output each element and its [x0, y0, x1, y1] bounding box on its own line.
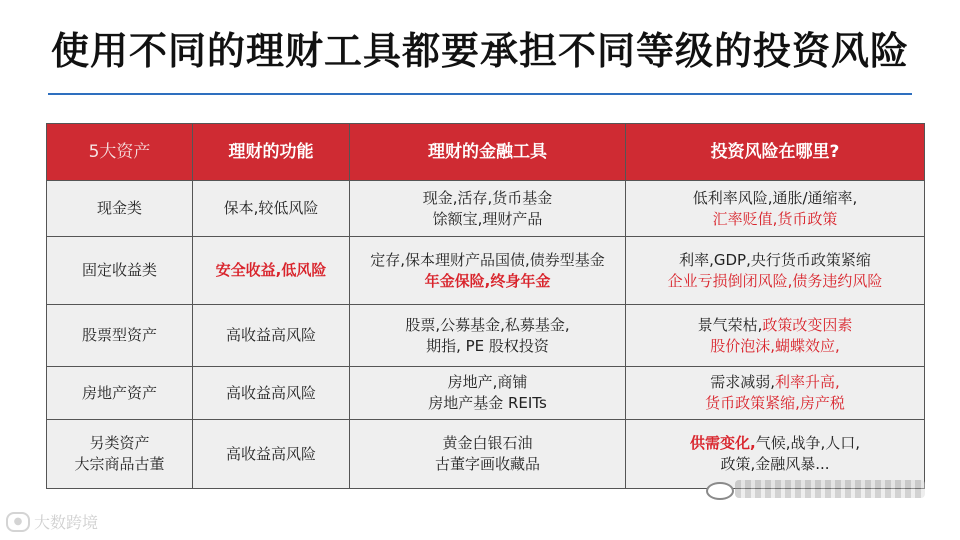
- page-title: 使用不同的理财工具都要承担不同等级的投资风险: [50, 29, 909, 73]
- table-header-row: [47, 124, 925, 181]
- table-row: [47, 420, 925, 489]
- watermark-text: 大数跨境: [34, 513, 99, 532]
- function-cell: 高收益高风险: [193, 367, 350, 420]
- function-cell: 高收益高风险: [193, 305, 350, 367]
- asset-cell: 房地产资产: [47, 367, 193, 420]
- header-asset: 5大资产: [47, 124, 193, 181]
- title-divider: [48, 93, 912, 95]
- risk-cell: 利率,GDP,央行货币政策紧缩 企业亏损倒闭风险,债务违约风险: [626, 237, 925, 305]
- tools-cell: 黄金白银石油 古董字画收藏品: [350, 420, 626, 489]
- asset-cell: 固定收益类: [47, 237, 193, 305]
- tools-cell: 现金,活存,货币基金 馀额宝,理财产品: [350, 181, 626, 237]
- function-cell: 保本,较低风险: [193, 181, 350, 237]
- obscured-watermark: [735, 480, 925, 498]
- table-row: [47, 181, 925, 237]
- header-function: 理财的功能: [193, 124, 350, 181]
- tools-cell: 股票,公募基金,私募基金, 期指, PE 股权投资: [350, 305, 626, 367]
- wechat-icon: [706, 482, 734, 500]
- tools-cell: 定存,保本理财产品国债,债券型基金 年金保险,终身年金: [350, 237, 626, 305]
- risk-cell: 低利率风险,通胀/通缩率, 汇率贬值,货币政策: [626, 181, 925, 237]
- table-row: [47, 237, 925, 305]
- risk-cell: 供需变化,气候,战争,人口, 政策,金融风暴...: [626, 420, 925, 489]
- risk-cell: 景气荣枯,政策改变因素 股价泡沫,蝴蝶效应,: [626, 305, 925, 367]
- asset-cell: 股票型资产: [47, 305, 193, 367]
- asset-risk-table: [46, 123, 925, 489]
- tools-cell: 房地产,商铺 房地产基金 REITs: [350, 367, 626, 420]
- risk-cell: 需求减弱,利率升高, 货币政策紧缩,房产税: [626, 367, 925, 420]
- asset-cell: 另类资产 大宗商品古董: [47, 420, 193, 489]
- header-risk: 投资风险在哪里?: [626, 124, 925, 181]
- logo-icon: ●: [6, 512, 30, 532]
- function-cell: 安全收益,低风险: [193, 237, 350, 305]
- table-row: [47, 305, 925, 367]
- header-tools: 理财的金融工具: [350, 124, 626, 181]
- table-row: [47, 367, 925, 420]
- asset-cell: 现金类: [47, 181, 193, 237]
- watermark: [6, 510, 98, 533]
- function-cell: 高收益高风险: [193, 420, 350, 489]
